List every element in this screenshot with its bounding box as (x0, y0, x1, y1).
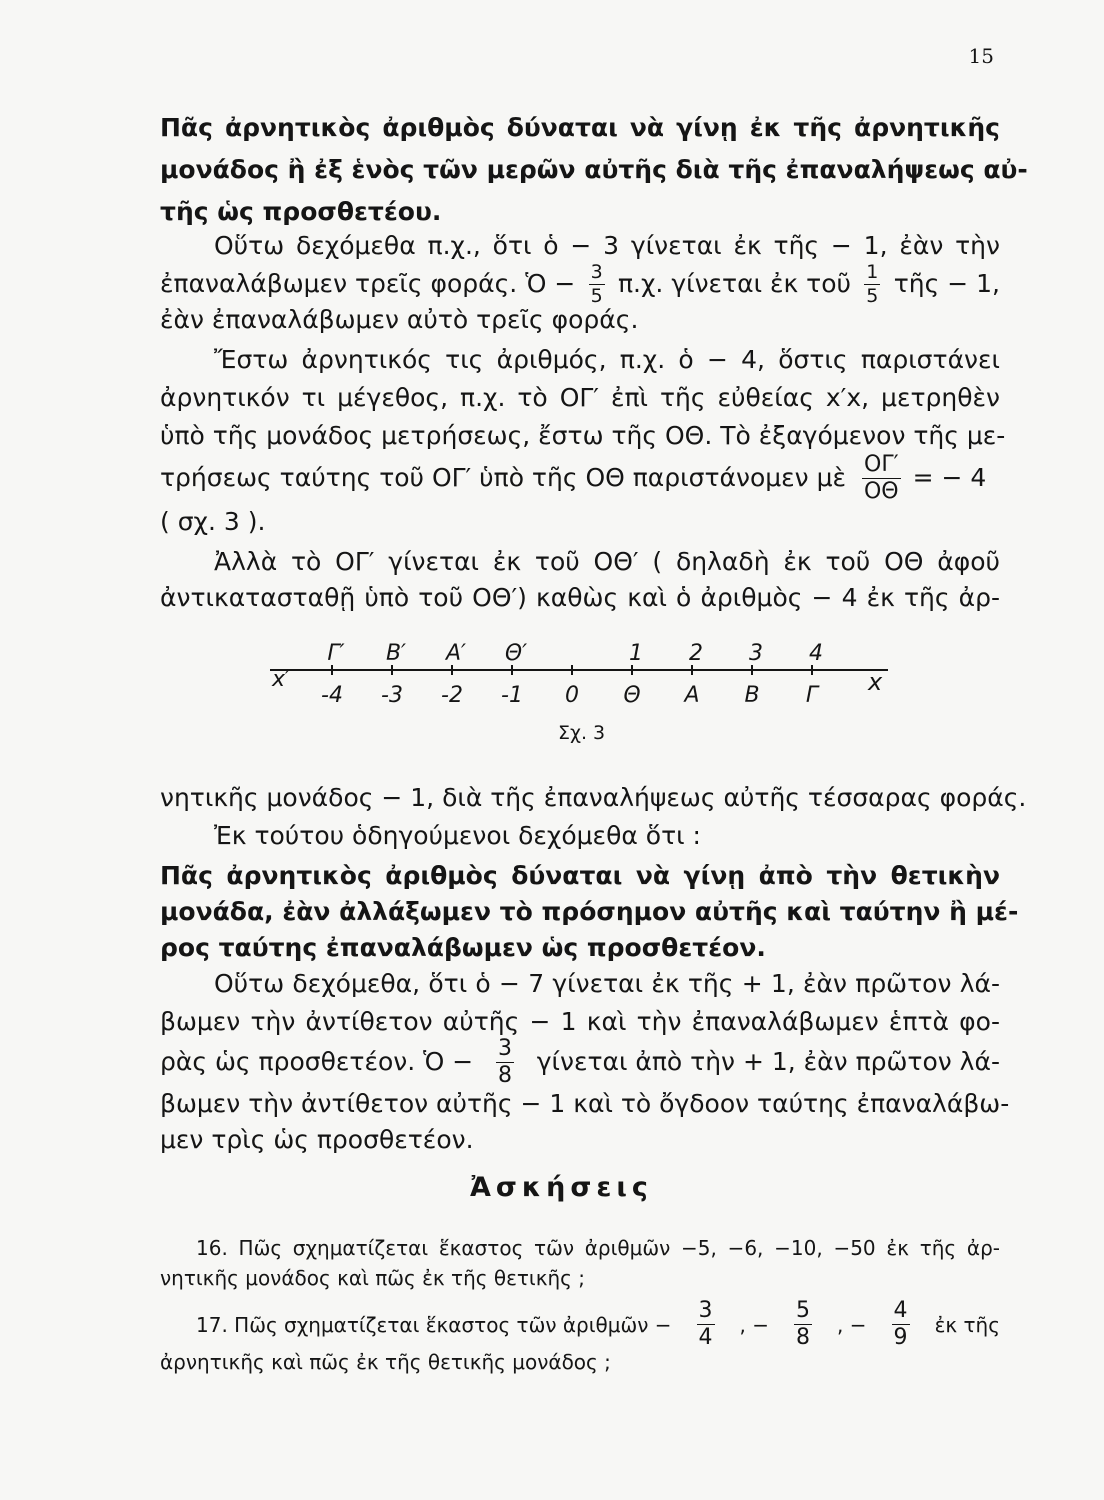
left-end-label: x′ (272, 667, 291, 692)
page-number: 15 (968, 44, 994, 68)
para5-line-2: Ἐκ τούτου ὁδηγούμενοι δεχόμεθα ὅτι : (214, 821, 701, 850)
para3-line-1: Ἔστω ἀρνητικός τις ἀριθμός, π.χ. ὁ − 4, ὅστις παριστάνει (214, 345, 1000, 374)
fraction-og-otheta: $\frac{O\Gamma'}{O\Theta}$ (863, 451, 899, 504)
top-label: 3 (749, 641, 763, 666)
rule-line-2: μονάδος ἢ ἐξ ἑνὸς τῶν μερῶν αὐτῆς διὰ τῆς ἐπαναλήψεως αὐ- (160, 155, 1028, 184)
ex17-sep-1: , − (739, 1312, 770, 1337)
example-line-3: ἐὰν ἐπαναλάβωμεν αὐτὸ τρεῖς φοράς. (160, 305, 639, 334)
bottom-label: Θ (623, 683, 641, 708)
para3-line-3: ὑπὸ τῆς μονάδος μετρήσεως, ἔστω τῆς ΟΘ. Τὸ ἐξαγόμενον τῆς με- (160, 421, 1006, 450)
top-label: Θ′ (504, 641, 528, 666)
bottom-label: 0 (565, 683, 579, 708)
para7-line-3 (160, 1035, 1000, 1088)
top-label: 1 (629, 641, 643, 666)
figure-caption: Σχ. 3 (558, 722, 606, 744)
para3-text-b: = − 4 (912, 463, 987, 492)
para4-line-1: Ἀλλὰ τὸ ΟΓ′ γίνεται ἐκ τοῦ ΟΘ′ ( δηλαδὴ ἐκ τοῦ ΟΘ ἀφοῦ (214, 547, 1000, 576)
bottom-label: Γ (805, 683, 819, 708)
number-line-bottom-labels (321, 683, 820, 708)
para7-line-1: Οὕτω δεχόμεθα, ὅτι ὁ − 7 γίνεται ἐκ τῆς + 1, ἐὰν πρῶτον λά- (214, 969, 1000, 998)
fraction-3-5: $\frac{3}{5}$ (590, 260, 603, 307)
rule-line-1: Πᾶς ἀρνητικὸς ἀριθμὸς δύναται νὰ γίνῃ ἐκ τῆς ἀρνητικῆς (160, 113, 1000, 142)
top-label: 2 (689, 641, 703, 666)
para7-line-2: βωμεν τὴν ἀντίθετον αὐτῆς − 1 καὶ τὴν ἐπαναλάβωμεν ἑπτὰ φο- (160, 1007, 1000, 1036)
fraction-3-4: $\frac{3}{4}$ (698, 1298, 713, 1350)
exercise-17-line-2: ἀρνητικῆς καὶ πῶς ἐκ τῆς θετικῆς μονάδος ; (160, 1350, 611, 1374)
para7-line-5: μεν τρὶς ὡς προσθετέον. (160, 1125, 474, 1154)
bottom-label: Β (744, 683, 760, 708)
ex17-text-a: 17. Πῶς σχηματίζεται ἕκαστος τῶν ἀριθμῶν − (196, 1312, 672, 1337)
rule2-line-2: μονάδα, ἐὰν ἀλλάξωμεν τὸ πρόσημον αὐτῆς καὶ ταύτην ἢ μέ- (160, 897, 1019, 926)
top-label: Γ′ (327, 641, 345, 666)
top-label: 4 (809, 641, 823, 666)
fraction-4-9: $\frac{4}{9}$ (893, 1298, 908, 1350)
exercise-16-line-1: 16. Πῶς σχηματίζεται ἕκαστος τῶν ἀριθμῶν −5, −6, −10, −50 ἐκ τῆς ἀρ- (196, 1236, 1000, 1260)
exercise-17-line-1 (196, 1300, 1000, 1349)
para3-text-a: τρήσεως ταύτης τοῦ ΟΓ′ ὑπὸ τῆς ΟΘ παριστάνομεν μὲ (160, 463, 846, 492)
exercise-16-line-2: νητικῆς μονάδος καὶ πῶς ἐκ τῆς θετικῆς ; (160, 1266, 585, 1290)
para4-line-2: ἀντικατασταθῇ ὑπὸ τοῦ ΟΘ′) καθὼς καὶ ὁ ἀριθμὸς − 4 ἐκ τῆς ἀρ- (160, 583, 1000, 612)
para3-line-4 (160, 451, 1000, 504)
bottom-label: Α (684, 683, 700, 708)
right-end-label: x (868, 668, 883, 696)
fraction-3-8: $\frac{3}{8}$ (497, 1035, 512, 1088)
number-line-top-labels (327, 641, 823, 666)
bottom-label: -3 (381, 683, 403, 708)
para7-text-b: γίνεται ἀπὸ τὴν + 1, ἐὰν πρῶτον λά- (536, 1047, 1000, 1076)
example-line-1: Οὕτω δεχόμεθα π.χ., ὅτι ὁ − 3 γίνεται ἐκ τῆς − 1, ἐὰν τὴν (214, 231, 1000, 260)
top-label: Β′ (385, 641, 407, 666)
exercises-heading: Ἀσκήσεις (470, 1172, 653, 1203)
example-text-a: ἐπαναλάβωμεν τρεῖς φοράς. Ὁ − (160, 269, 576, 298)
rule2-line-1: Πᾶς ἀρνητικὸς ἀριθμὸς δύναται νὰ γίνῃ ἀπὸ τὴν θετικὴν (160, 861, 1000, 890)
ex17-sep-2: , − (837, 1312, 867, 1337)
para3-line-5: ( σχ. 3 ). (160, 507, 266, 536)
example-text-b: π.χ. γίνεται ἐκ τοῦ (617, 269, 851, 298)
para7-line-4: βωμεν τὴν ἀντίθετον αὐτῆς − 1 καὶ τὸ ὄγδοον ταύτης ἐπαναλάβω- (160, 1089, 1010, 1118)
top-label: Α′ (445, 641, 467, 666)
fraction-5-8: $\frac{5}{8}$ (796, 1298, 811, 1350)
rule2-line-3: ρος ταύτης ἐπαναλάβωμεν ὡς προσθετέον. (160, 933, 766, 962)
para3-line-2: ἀρνητικόν τι μέγεθος, π.χ. τὸ ΟΓ′ ἐπὶ τῆς εὐθείας x′x, μετρηθὲν (160, 383, 1000, 412)
bottom-label: -1 (501, 683, 523, 708)
fraction-1-5: $\frac{1}{5}$ (866, 260, 879, 307)
bottom-label: -2 (441, 683, 463, 708)
bottom-label: -4 (321, 683, 343, 708)
ex17-text-b: ἐκ τῆς (934, 1312, 1000, 1337)
rule-line-3: τῆς ὡς προσθετέου. (160, 197, 442, 226)
para7-text-a: ρὰς ὡς προσθετέον. Ὁ − (160, 1047, 474, 1076)
para5-line-1: νητικῆς μονάδος − 1, διὰ τῆς ἐπαναλήψεως αὐτῆς τέσσαρας φοράς. (160, 783, 1027, 812)
example-text-c: τῆς − 1, (893, 269, 1000, 298)
